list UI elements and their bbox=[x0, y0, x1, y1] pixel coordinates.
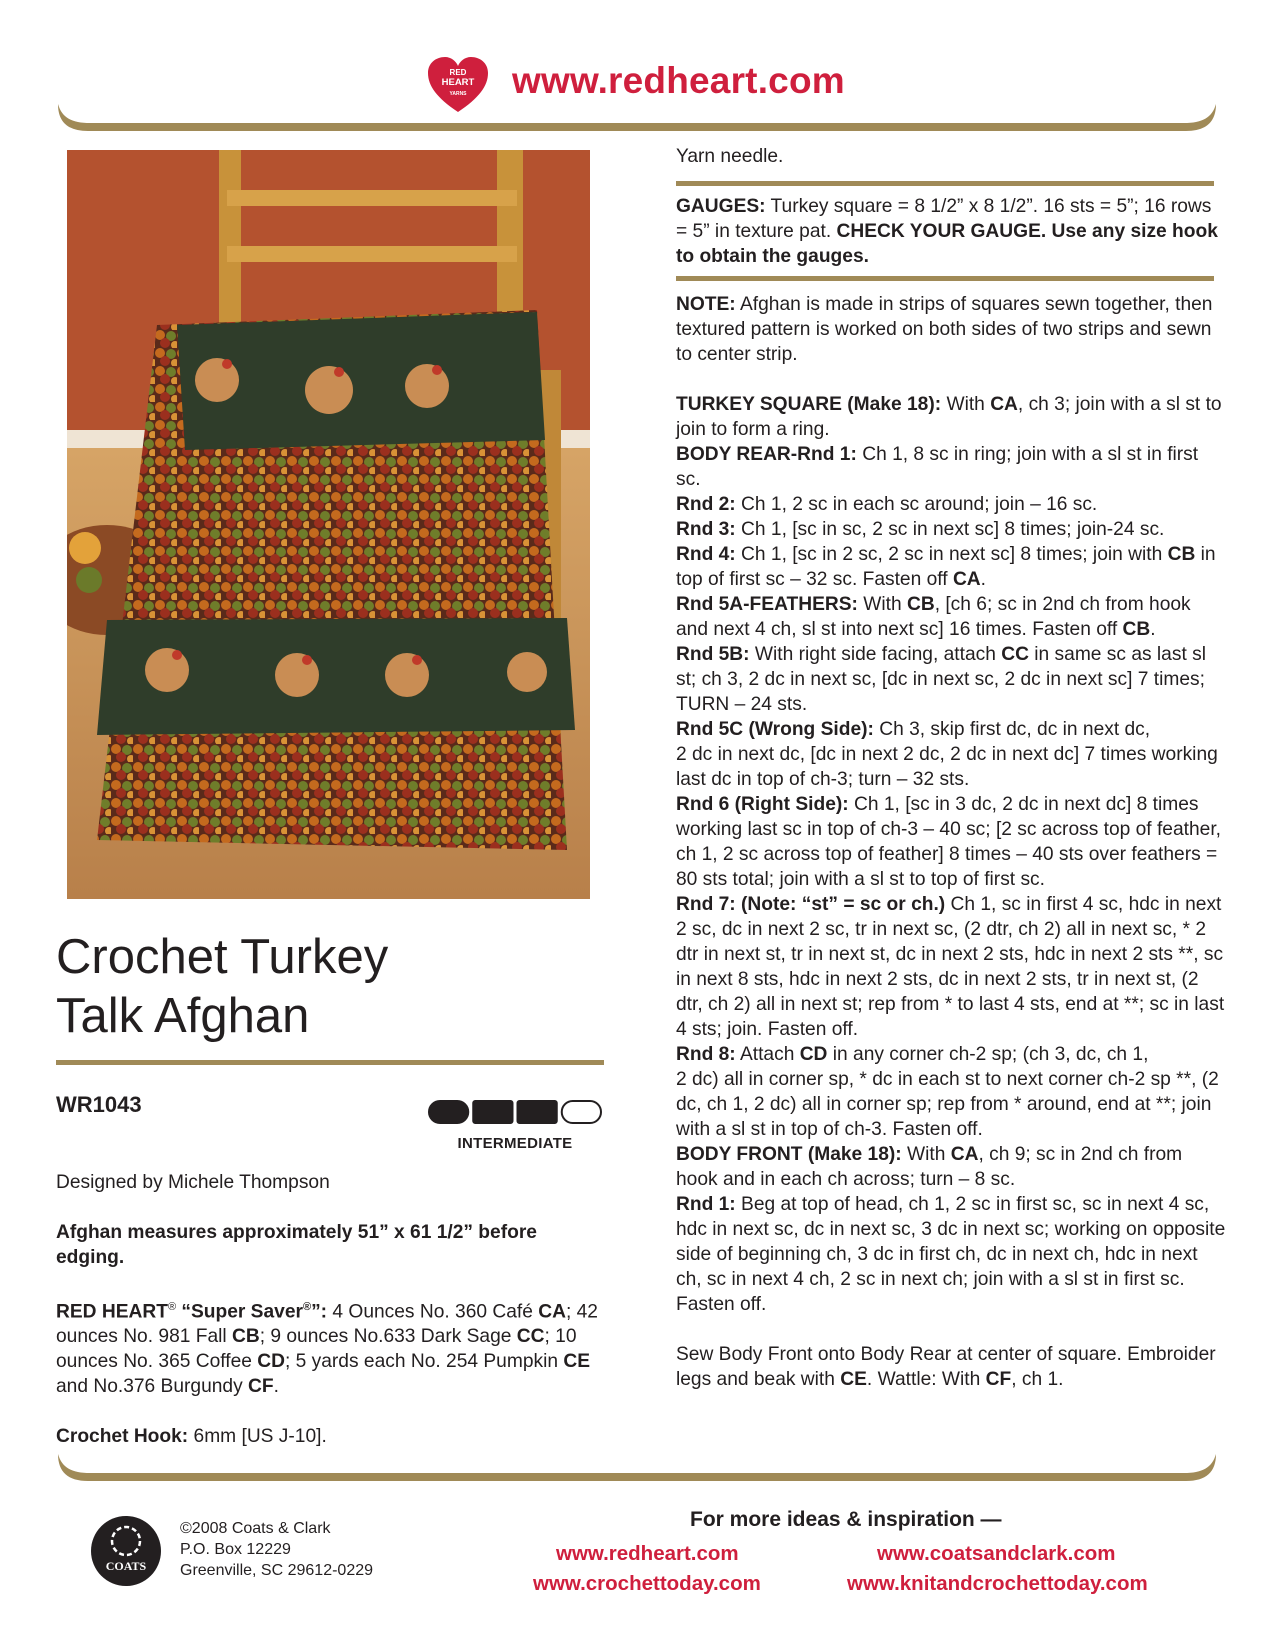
footer-link-redheart[interactable]: www.redheart.com bbox=[556, 1542, 739, 1565]
text-segment: Ch 1, [sc in sc, 2 sc in next sc] 8 times; join-24 sc. bbox=[735, 519, 1165, 540]
footer-city: Greenville, SC 29612-0229 bbox=[180, 1562, 374, 1579]
footer-link-crochettoday[interactable]: www.crochettoday.com bbox=[533, 1572, 761, 1595]
text-segment: ; 5 yards each No. 254 Pumpkin bbox=[284, 1351, 564, 1373]
bold-segment: CC bbox=[516, 1326, 545, 1348]
bold-segment: Rnd 5B: bbox=[676, 644, 750, 665]
text-segment: With bbox=[901, 1144, 951, 1165]
text-segment: Turkey square = 8 1/2” x 8 1/2”. 16 sts = 5”; 16 rows = 5” in texture pat. bbox=[676, 196, 1212, 242]
title-line-2: Talk Afghan bbox=[56, 989, 310, 1043]
logo-text-heart: HEART bbox=[441, 77, 475, 88]
gauge-block bbox=[676, 194, 1226, 269]
text-segment: , ch 9; sc in 2nd ch from hook and in each ch across; turn – 8 sc. bbox=[676, 1144, 1183, 1190]
bold-segment: CD bbox=[257, 1351, 285, 1373]
text-segment: ; 9 ounces No.633 Dark Sage bbox=[259, 1326, 517, 1348]
yarn-line-close: ”: bbox=[311, 1301, 328, 1323]
yarn-line-name: “Super Saver bbox=[176, 1301, 303, 1323]
gauge-divider-top bbox=[676, 181, 1214, 186]
text-segment: Afghan is made in strips of squares sewn together, then textured pattern is worked on both sides of two strips and sewn to center strip. bbox=[676, 294, 1213, 365]
text-segment: ; 42 ounces No. 981 Fall bbox=[56, 1301, 598, 1348]
note-block bbox=[676, 292, 1226, 1392]
yarn-line-reg: ® bbox=[302, 1301, 312, 1313]
footer-link-coatsandclark[interactable]: www.coatsandclark.com bbox=[877, 1542, 1116, 1565]
instruction-step bbox=[676, 792, 1226, 892]
bold-segment: CF bbox=[985, 1369, 1012, 1390]
pattern-code: WR1043 bbox=[56, 1092, 142, 1117]
text-segment: 4 Ounces No. 360 Café bbox=[327, 1301, 539, 1323]
right-instructions bbox=[676, 144, 1226, 169]
bold-segment: CE bbox=[840, 1369, 867, 1390]
text-segment: and No.376 Burgundy bbox=[56, 1376, 249, 1398]
skill-bar-filled bbox=[518, 1101, 557, 1123]
bold-segment: Rnd 6 (Right Side): bbox=[676, 794, 849, 815]
footer-address bbox=[180, 1518, 373, 1581]
afghan-measurements: Afghan measures approximately 51” x 61 1/2” before edging. bbox=[56, 1222, 537, 1268]
gauge-text bbox=[676, 194, 1226, 269]
bold-segment: CA bbox=[952, 569, 981, 590]
text-segment: Ch 1, 8 sc in ring; join with a sl st in first sc. bbox=[676, 444, 1199, 490]
afghan-photo bbox=[67, 150, 590, 899]
bold-segment: CB bbox=[1167, 544, 1196, 565]
bold-segment: Rnd 8: bbox=[676, 1044, 736, 1065]
text-segment: , [ch 6; sc in 2nd ch from hook and next 4 ch, sl st into next sc] 16 times. Fasten off bbox=[676, 594, 1191, 640]
bold-segment: BODY FRONT (Make 18): bbox=[676, 1144, 902, 1165]
bold-segment: Rnd 5A-FEATHERS: bbox=[676, 594, 858, 615]
notion-yarn-needle: Yarn needle. bbox=[676, 146, 784, 167]
bold-segment: CD bbox=[799, 1044, 828, 1065]
yarn-brand: RED HEART bbox=[56, 1301, 168, 1323]
bold-segment: TURKEY SQUARE (Make 18): bbox=[676, 394, 942, 415]
logo-text-red: RED bbox=[449, 68, 467, 77]
footer-po-box: P.O. Box 12229 bbox=[180, 1541, 291, 1558]
crochet-hook-spec bbox=[56, 1424, 616, 1449]
bold-segment: Rnd 4: bbox=[676, 544, 736, 565]
gauge-divider-bottom bbox=[676, 276, 1214, 281]
bold-segment: Rnd 2: bbox=[676, 494, 736, 515]
text-segment: in top of first sc – 32 sc. Fasten off bbox=[676, 544, 1216, 590]
skill-bar-empty bbox=[562, 1101, 601, 1123]
footer-link-knitandcrochettoday[interactable]: www.knitandcrochettoday.com bbox=[847, 1572, 1148, 1595]
text-segment: , ch 1. bbox=[1011, 1369, 1064, 1390]
bold-segment: NOTE: bbox=[676, 294, 736, 315]
bold-segment: Rnd 1: bbox=[676, 1194, 736, 1215]
text-segment: . Wattle: With bbox=[866, 1369, 986, 1390]
hook-value: 6mm [US J-10]. bbox=[188, 1426, 327, 1448]
instruction-step bbox=[676, 592, 1226, 642]
title-line-1: Crochet Turkey bbox=[56, 930, 389, 984]
instruction-step bbox=[676, 517, 1226, 542]
text-segment: , ch 3; join with a sl st to join to form a ring. bbox=[676, 394, 1222, 440]
footer-swoosh-divider bbox=[56, 1450, 1218, 1486]
instruction-step bbox=[676, 392, 1226, 442]
closing-text bbox=[676, 1342, 1226, 1392]
bold-segment: CC bbox=[1001, 644, 1029, 665]
bold-segment: BODY REAR-Rnd 1: bbox=[676, 444, 857, 465]
header-swoosh-divider bbox=[56, 100, 1218, 136]
text-segment: Ch 3, skip first dc, dc in next dc, 2 dc in next dc, [dc in next 2 dc, 2 dc in next dc] 7 times working last dc in top of ch-3; turn – 32 sts. bbox=[676, 719, 1218, 790]
instruction-step bbox=[676, 442, 1226, 492]
yarn-brand-reg: ® bbox=[167, 1301, 177, 1313]
coats-logo-text: COATS bbox=[105, 1559, 147, 1573]
yarn-materials bbox=[56, 1295, 616, 1399]
logo-text-yarns: YARNS bbox=[449, 91, 467, 97]
header-site-link[interactable]: www.redheart.com bbox=[512, 60, 845, 101]
text-segment: With bbox=[941, 394, 991, 415]
instruction-step bbox=[676, 1142, 1226, 1192]
text-segment: Ch 1, sc in first 4 sc, hdc in next 2 sc, dc in next 2 sc, tr in next sc, (2 dtr, ch 2) all in next sc, * 2 dtr in next st, tr in next st, dc in next 2 sts, hdc in next 2 sts **, sc in next 8 sts, hdc in next 2 sts, dc in next 2 sts, tr in next st, (2 dtr, ch 2) all in next st; rep from * to last 4 sts, end at **; sc in last 4 sts; join. Fasten off. bbox=[676, 894, 1225, 1040]
bold-segment: CB bbox=[1122, 619, 1151, 640]
text-segment: With bbox=[857, 594, 907, 615]
instruction-step bbox=[676, 1042, 1226, 1142]
text-segment: . bbox=[1150, 619, 1156, 640]
bold-segment: Rnd 5C (Wrong Side): bbox=[676, 719, 874, 740]
instruction-step bbox=[676, 642, 1226, 717]
text-segment: Sew Body Front onto Body Rear at center of square. Embroider legs and beak with bbox=[676, 1344, 1216, 1390]
bold-segment: CB bbox=[232, 1326, 260, 1348]
designer-credit: Designed by Michele Thompson bbox=[56, 1172, 330, 1193]
text-segment: Ch 1, [sc in 2 sc, 2 sc in next sc] 8 times; join with bbox=[735, 544, 1168, 565]
bold-segment: Rnd 3: bbox=[676, 519, 736, 540]
instruction-step bbox=[676, 717, 1226, 792]
pattern-title bbox=[56, 928, 388, 1046]
text-segment: in same sc as last sl st; ch 3, 2 dc in next sc, [dc in next sc, 2 dc in next sc] 7 times; TURN – 24 sts. bbox=[676, 644, 1206, 715]
text-segment: Ch 1, [sc in 3 dc, 2 dc in next dc] 8 times working last sc in top of ch-3 – 40 sc; [2 sc across top of feather, ch 1, 2 sc across top of feather] 8 times – 40 sts over feathers = 80 sts total; join with a sl st to top of first sc. bbox=[676, 794, 1221, 890]
instruction-step bbox=[676, 892, 1226, 1042]
skill-bar-filled bbox=[473, 1101, 512, 1123]
skill-level-bars bbox=[428, 1100, 602, 1126]
footer-heading: For more ideas & inspiration — bbox=[690, 1508, 1002, 1531]
bold-segment: CE bbox=[563, 1351, 591, 1373]
hook-label: Crochet Hook: bbox=[56, 1426, 189, 1448]
instruction-list bbox=[676, 392, 1226, 1317]
skill-bar-filled bbox=[429, 1101, 468, 1123]
bold-segment: CHECK YOUR GAUGE. Use any size hook to obtain the gauges. bbox=[676, 221, 1218, 267]
skill-level-label: INTERMEDIATE bbox=[457, 1135, 573, 1152]
left-details bbox=[56, 1170, 616, 1449]
text-segment: Ch 1, 2 sc in each sc around; join – 16 sc. bbox=[735, 494, 1098, 515]
bold-segment: CB bbox=[906, 594, 935, 615]
text-segment: in any corner ch-2 sp; (ch 3, dc, ch 1, 2 dc) all in corner sp, * dc in each st to next corner ch-2 sp **, (2 dc, ch 1, 2 dc) all in corner sp; rep from * around, end at **; join with a sl st in top of ch-3. Fasten off. bbox=[676, 1044, 1219, 1140]
bold-segment: CA bbox=[538, 1301, 566, 1323]
bold-segment: CA bbox=[950, 1144, 979, 1165]
bold-segment: GAUGES: bbox=[676, 196, 766, 217]
text-segment: Attach bbox=[735, 1044, 800, 1065]
text-segment: Beg at top of head, ch 1, 2 sc in first sc, sc in next 4 sc, hdc in next sc, dc in next sc, 3 dc in next sc; working on opposite side of beginning ch, 3 dc in first ch, dc in next ch, hdc in next ch, sc in next 4 ch, 2 sc in next ch; join with a sl st in first sc. Fasten off. bbox=[676, 1194, 1226, 1315]
instruction-step bbox=[676, 492, 1226, 517]
footer-copyright: ©2008 Coats & Clark bbox=[180, 1520, 331, 1537]
bold-segment: Rnd 7: (Note: “st” = sc or ch.) bbox=[676, 894, 946, 915]
coats-logo bbox=[90, 1515, 162, 1587]
instruction-step bbox=[676, 542, 1226, 592]
text-segment: . bbox=[273, 1376, 279, 1398]
instruction-step bbox=[676, 1192, 1226, 1317]
note-text bbox=[676, 292, 1226, 367]
skill-level-indicator bbox=[428, 1100, 602, 1152]
bold-segment: CF bbox=[248, 1376, 274, 1398]
title-divider bbox=[56, 1060, 604, 1065]
text-segment: With right side facing, attach bbox=[749, 644, 1002, 665]
text-segment: . bbox=[980, 569, 986, 590]
text-segment: ; 10 ounces No. 365 Coffee bbox=[56, 1326, 577, 1373]
bold-segment: CA bbox=[990, 394, 1018, 415]
